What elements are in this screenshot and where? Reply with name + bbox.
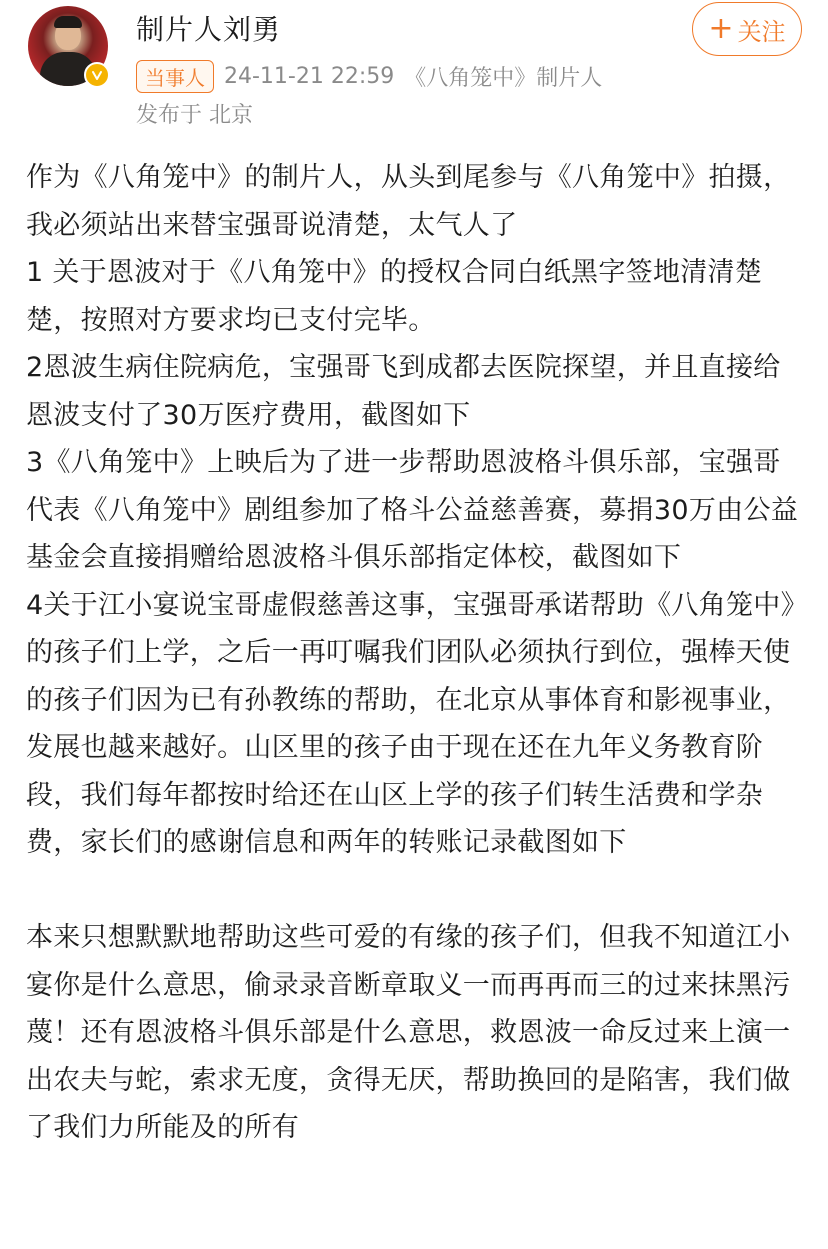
follow-button[interactable] [692,2,802,56]
post-header [0,0,828,150]
avatar-hair [54,16,82,28]
author-name[interactable]: 制片人刘勇 [136,13,282,46]
plus-icon: + [708,11,734,46]
post-paragraph-4: 4关于江小宴说宝哥虚假慈善这事，宝强哥承诺帮助《八角笼中》的孩子们上学，之后一再叮嘱我们团队必须执行到位，强棒天使的孩子们因为已有孙教练的帮助，在北京从事体育和影视事业，发展也越来越好。山区里的孩子由于现在还在九年义务教育阶段，我们每年都按时给还在山区上学的孩子们转生活费和学杂费，家长们的感谢信息和两年的转账记录截图如下 [26,589,795,858]
verified-badge-icon [84,62,110,88]
post-timestamp: 24-11-21 22:59 [224,64,395,89]
post-paragraph-2: 2恩波生病住院病危，宝强哥飞到成都去医院探望，并且直接给恩波支付了30万医疗费用，截图如下 [26,352,781,431]
post-meta [136,60,602,93]
post-source: 《八角笼中》制片人 [404,66,603,91]
follow-button-label: 关注 [737,17,786,46]
post-paragraph-closing: 本来只想默默地帮助这些可爱的有缘的孩子们，但我不知道江小宴你是什么意思，偷录录音断章取义一而再再而三的过来抹黑污蔑！还有恩波格斗俱乐部是什么意思，救恩波一命反过来上演一出农夫与蛇，索求无度，贪得无厌，帮助换回的是陷害，我们做了我们力所能及的所有 [26,922,791,1143]
post-paragraph-intro: 作为《八角笼中》的制片人，从头到尾参与《八角笼中》拍摄，我必须站出来替宝强哥说清楚，太气人了 [26,162,791,241]
post-paragraph-1: 1 关于恩波对于《八角笼中》的授权合同白纸黑字签地清清楚楚，按照对方要求均已支付完毕。 [26,257,763,336]
author-tag-badge: 当事人 [136,60,214,93]
post-paragraph-3: 3《八角笼中》上映后为了进一步帮助恩波格斗俱乐部，宝强哥代表《八角笼中》剧组参加了格斗公益慈善赛，募捐30万由公益基金会直接捐赠给恩波格斗俱乐部指定体校，截图如下 [26,447,799,573]
paragraph-spacer [26,867,806,915]
post-location: 发布于 北京 [136,103,253,128]
verified-mark-icon [91,69,103,81]
post-body [26,154,806,1152]
